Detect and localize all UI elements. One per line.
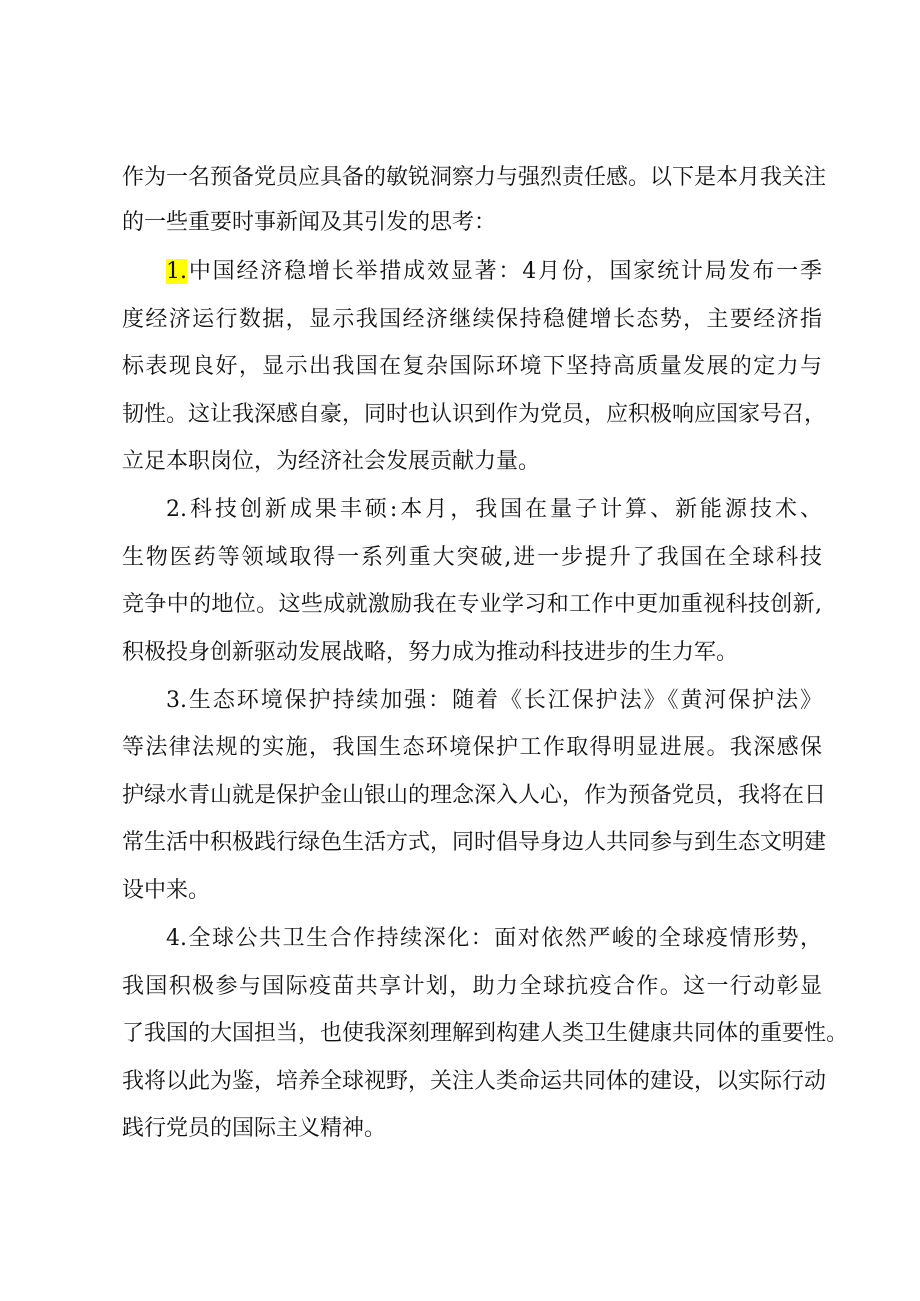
item-3-text: .生态环境保护持续加强：随着《长江保护法》《黄河保护法》 (180, 688, 822, 713)
item-4-line-2: 我国积极参与国际疫苗共享计划，助力全球抗疫合作。这一行动彰显 (122, 974, 822, 999)
item-2-text: .科技创新成果丰硕:本月，我国在量子计算、新能源技术、 (180, 497, 822, 522)
item-1-line-3: 标表现良好，显示出我国在复杂国际环境下坚持高质量发展的定力与 (122, 354, 822, 379)
item-2-line-4: 积极投身创新驱动发展战略，努力成为推动科技进步的生力军。 (122, 640, 739, 665)
item-1-number-highlight: 1. (166, 259, 187, 284)
item-1-line-1 (166, 257, 822, 287)
item-4-line-5: 践行党员的国际主义精神。 (122, 1116, 387, 1141)
item-1-text: 中国经济稳增长举措成效显著：4月份，国家统计局发布一季 (187, 259, 822, 284)
item-3-line-2: 等法律法规的实施，我国生态环境保护工作取得明显进展。我深感保 (122, 735, 822, 760)
item-1-line-4: 韧性。这让我深感自豪，同时也认识到作为党员，应积极响应国家号召， (122, 402, 827, 427)
item-4-line-1 (166, 924, 822, 954)
item-3-line-5: 设中来。 (122, 878, 211, 903)
item-1-line-5: 立足本职岗位，为经济社会发展贡献力量。 (122, 449, 541, 474)
intro-line-2: 的一些重要时事新闻及其引发的思考： (122, 210, 497, 235)
item-4-text: .全球公共卫生合作持续深化：面对依然严峻的全球疫情形势， (180, 926, 822, 951)
item-2-number: 2 (166, 497, 180, 522)
item-4-line-4: 我将以此为鉴，培养全球视野，关注人类命运共同体的建设，以实际行动 (122, 1069, 827, 1094)
item-3-line-4: 常生活中积极践行绿色生活方式，同时倡导身边人共同参与到生态文明建 (122, 830, 827, 855)
item-2-line-2: 生物医药等领域取得一系列重大突破,进一步提升了我国在全球科技 (122, 545, 822, 570)
item-2-line-1 (166, 495, 822, 525)
item-1-line-2: 度经济运行数据，显示我国经济继续保持稳健增长态势，主要经济指 (122, 307, 822, 332)
item-4-number: 4 (166, 926, 180, 951)
item-3-line-3: 护绿水青山就是保护金山银山的理念深入人心，作为预备党员，我将在日 (122, 783, 827, 808)
item-4-line-3: 了我国的大国担当，也使我深刻理解到构建人类卫生健康共同体的重要性。 (122, 1021, 849, 1046)
item-3-number: 3 (166, 688, 180, 713)
intro-line-1: 作为一名预备党员应具备的敏锐洞察力与强烈责任感。以下是本月我关注 (122, 165, 827, 190)
item-2-line-3: 竞争中的地位。这些成就激励我在专业学习和工作中更加重视科技创新, (122, 592, 822, 617)
item-3-line-1 (166, 686, 822, 716)
